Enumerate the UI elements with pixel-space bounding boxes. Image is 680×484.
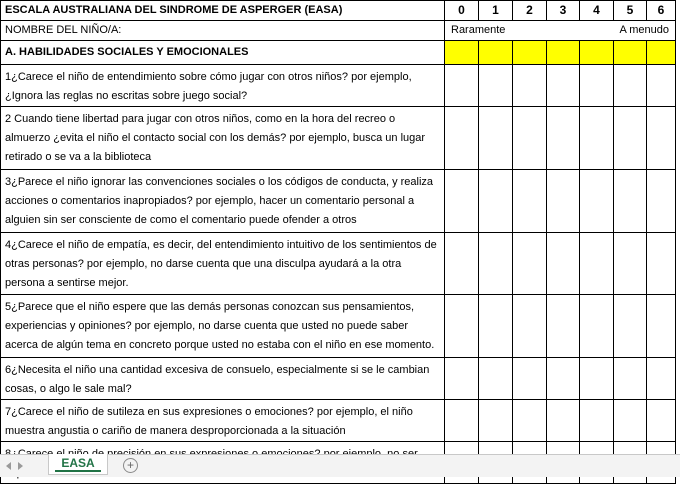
scroll-right-icon[interactable] — [18, 462, 23, 470]
question-7[interactable]: 7¿Carece el niño de sutileza en sus expresiones o emociones? por ejemplo, el niño muestra angustia o cariño de manera desproporcionada a la situación — [1, 400, 445, 442]
scale-number-1[interactable]: 1 — [479, 1, 513, 21]
score-cell[interactable] — [479, 65, 513, 107]
score-cell[interactable] — [547, 400, 580, 442]
score-cell[interactable] — [580, 400, 614, 442]
score-cell[interactable] — [513, 295, 547, 358]
score-cell[interactable] — [513, 41, 547, 65]
score-cell[interactable] — [580, 65, 614, 107]
plus-circle-icon[interactable]: + — [123, 458, 138, 473]
score-cell[interactable] — [479, 170, 513, 233]
score-cell[interactable] — [614, 65, 647, 107]
score-cell[interactable] — [445, 41, 479, 65]
question-row — [1, 400, 676, 442]
question-5[interactable]: 5¿Parece que el niño espere que las demás personas conozcan sus pensamientos, experiencias y opiniones? por ejemplo, no darse cuenta que usted no puede saber acerca de algún tema en concreto porque usted no estaba con el niño en ese momento. — [1, 295, 445, 358]
score-cell[interactable] — [647, 358, 676, 400]
score-cell[interactable] — [547, 295, 580, 358]
score-cell[interactable] — [580, 107, 614, 170]
score-cell[interactable] — [479, 233, 513, 295]
question-2[interactable]: 2 Cuando tiene libertad para jugar con otros niños, como en la hora del recreo o almuerzo ¿evita el niño el contacto social con los demás? por ejemplo, busca un lugar retirado o se va a la biblioteca — [1, 107, 445, 170]
score-cell[interactable] — [547, 170, 580, 233]
sheet-title[interactable]: ESCALA AUSTRALIANA DEL SINDROME DE ASPERGER (EASA) — [1, 1, 445, 21]
score-cell[interactable] — [580, 358, 614, 400]
question-row — [1, 233, 676, 295]
question-3[interactable]: 3¿Parece el niño ignorar las convenciones sociales o los códigos de conducta, y realiza acciones o comentarios inapropiados? por ejemplo, hacer un comentario personal a alguien sin ser consciente de como el comentario puede ofender a otros — [1, 170, 445, 233]
question-row — [1, 295, 676, 358]
score-cell[interactable] — [580, 233, 614, 295]
score-cell[interactable] — [479, 295, 513, 358]
score-cell[interactable] — [479, 107, 513, 170]
score-cell[interactable] — [445, 295, 479, 358]
score-cell[interactable] — [647, 170, 676, 233]
scroll-left-icon[interactable] — [6, 462, 11, 470]
score-cell[interactable] — [614, 107, 647, 170]
scale-number-5[interactable]: 5 — [614, 1, 647, 21]
sheet-tab-bar — [0, 454, 680, 477]
score-cell[interactable] — [647, 41, 676, 65]
score-cell[interactable] — [547, 65, 580, 107]
score-cell[interactable] — [547, 233, 580, 295]
name-row — [1, 21, 676, 41]
score-cell[interactable] — [647, 400, 676, 442]
score-cell[interactable] — [614, 295, 647, 358]
scale-number-4[interactable]: 4 — [580, 1, 614, 21]
scale-number-6[interactable]: 6 — [647, 1, 676, 21]
scale-number-3[interactable]: 3 — [547, 1, 580, 21]
question-row — [1, 107, 676, 170]
score-cell[interactable] — [647, 233, 676, 295]
score-cell[interactable] — [647, 65, 676, 107]
sheet-tab-easa[interactable]: EASA — [48, 454, 108, 475]
score-cell[interactable] — [479, 41, 513, 65]
score-cell[interactable] — [513, 170, 547, 233]
score-cell[interactable] — [513, 65, 547, 107]
score-cell[interactable] — [580, 295, 614, 358]
score-cell[interactable] — [513, 107, 547, 170]
score-cell[interactable] — [614, 233, 647, 295]
scale-low-label[interactable]: Raramente — [445, 21, 547, 41]
title-row — [1, 1, 676, 21]
score-cell[interactable] — [614, 400, 647, 442]
score-cell[interactable] — [614, 358, 647, 400]
score-cell[interactable] — [547, 107, 580, 170]
question-row — [1, 65, 676, 107]
score-cell[interactable] — [479, 400, 513, 442]
question-row — [1, 170, 676, 233]
section-row — [1, 41, 676, 65]
scale-high-label[interactable]: A menudo — [580, 21, 676, 41]
section-a-heading[interactable]: A. HABILIDADES SOCIALES Y EMOCIONALES — [1, 41, 445, 65]
scale-mid-cell[interactable] — [547, 21, 580, 41]
scale-number-2[interactable]: 2 — [513, 1, 547, 21]
question-6[interactable]: 6¿Necesita el niño una cantidad excesiva de consuelo, especialmente si se le cambian cosas, o algo le sale mal? — [1, 358, 445, 400]
score-cell[interactable] — [445, 400, 479, 442]
score-cell[interactable] — [614, 170, 647, 233]
score-cell[interactable] — [580, 41, 614, 65]
score-cell[interactable] — [445, 107, 479, 170]
question-1[interactable]: 1¿Carece el niño de entendimiento sobre cómo jugar con otros niños? por ejemplo, ¿Ignora las reglas no escritas sobre juego social? — [1, 65, 445, 107]
score-cell[interactable] — [580, 170, 614, 233]
score-cell[interactable] — [445, 233, 479, 295]
score-cell[interactable] — [547, 41, 580, 65]
child-name-label[interactable]: NOMBRE DEL NIÑO/A: — [1, 21, 445, 41]
score-cell[interactable] — [513, 233, 547, 295]
score-cell[interactable] — [445, 170, 479, 233]
score-cell[interactable] — [479, 358, 513, 400]
score-cell[interactable] — [547, 358, 580, 400]
score-cell[interactable] — [647, 295, 676, 358]
question-4[interactable]: 4¿Carece el niño de empatía, es decir, del entendimiento intuitivo de los sentimientos de otras personas? por ejemplo, no darse cuenta que una disculpa ayudará a la otra persona a sentirse mejor. — [1, 233, 445, 295]
score-cell[interactable] — [614, 41, 647, 65]
scale-number-0[interactable]: 0 — [445, 1, 479, 21]
score-cell[interactable] — [647, 107, 676, 170]
score-cell[interactable] — [513, 400, 547, 442]
score-cell[interactable] — [445, 358, 479, 400]
question-row — [1, 358, 676, 400]
score-cell[interactable] — [513, 358, 547, 400]
score-cell[interactable] — [445, 65, 479, 107]
